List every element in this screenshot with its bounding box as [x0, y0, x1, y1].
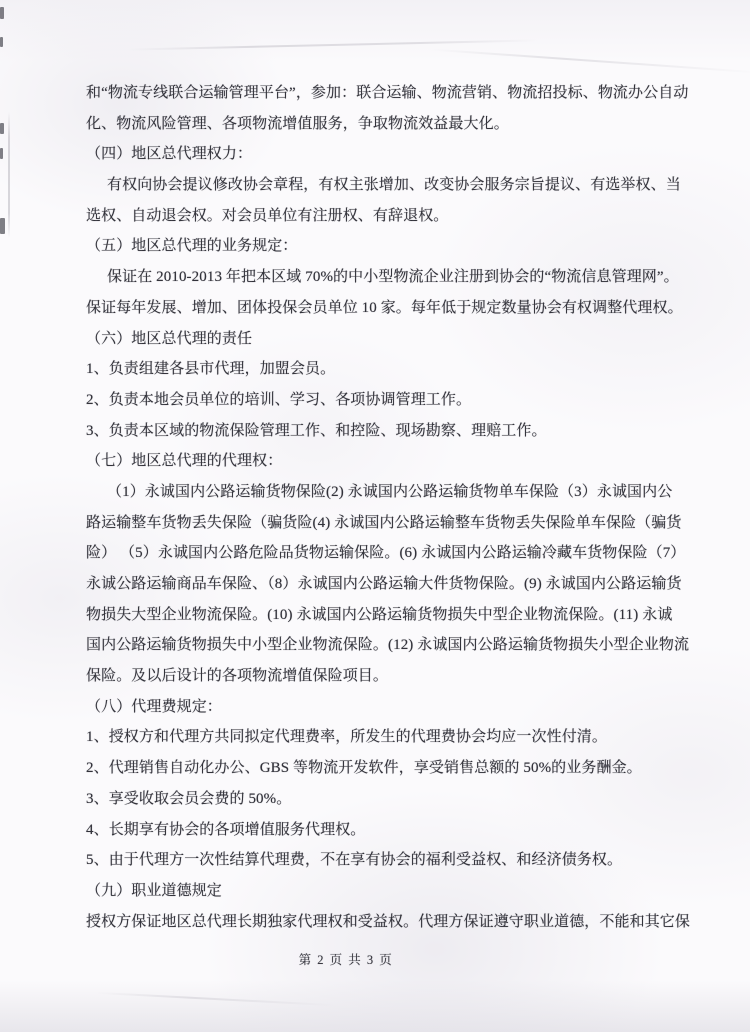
document-line: 保证在 2010-2013 年把本区域 70%的中小型物流企业注册到协会的“物流信息管理网”。 [107, 269, 679, 286]
document-line: 保险。及以后设计的各项物流增值保险项目。 [86, 668, 389, 685]
document-line: （七）地区总代理的代理权： [86, 453, 283, 470]
document-line: 3、负责本区域的物流保险管理工作、和控险、现场勘察、理赔工作。 [86, 422, 547, 439]
paper-crease [95, 992, 335, 1006]
document-line: （八）代理费规定： [86, 698, 222, 715]
document-body [86, 78, 706, 937]
document-line: 4、长期享有协会的各项增值服务代理权。 [86, 821, 366, 838]
scan-smudge [0, 148, 3, 159]
document-line: 物损失大型企业物流保险。(10) 永诚国内公路运输货物损失中型企业物流保险。(11) 永诚 [86, 606, 673, 623]
document-line: （1）永诚国内公路运输货物保险(2) 永诚国内公路运输货物单车保险（3）永诚国内公 [107, 483, 673, 500]
document-line: 1、授权方和代理方共同拟定代理费率，所发生的代理费协会均应一次性付清。 [86, 729, 608, 746]
document-line: 2、代理销售自动化办公、GBS 等物流开发软件，享受销售总额的 50%的业务酬金。 [86, 760, 642, 777]
paper-crease [430, 48, 750, 73]
document-line: （九）职业道德规定 [86, 882, 222, 899]
document-line: 和“物流专线联合运输管理平台”，参加：联合运输、物流营销、物流招投标、物流办公自动 [86, 85, 689, 101]
document-line: 险） （5）永诚国内公路危险品货物运输保险。(6) 永诚国内公路运输冷藏车货物保险（7） [86, 545, 686, 562]
document-line: （四）地区总代理权力： [86, 146, 253, 163]
document-line: 选权、自动退会权。对会员单位有注册权、有辞退权。 [86, 207, 449, 224]
document-line: （六）地区总代理的责任 [86, 330, 253, 347]
document-line: 路运输整车货物丢失保险（骗货险(4) 永诚国内公路运输整车货物丢失保险单车保险（骗货 [86, 514, 682, 531]
document-line: 授权方保证地区总代理长期独家代理权和受益权。代理方保证遵守职业道德，不能和其它保 [86, 913, 691, 930]
document-line: 3、享受收取会员会费的 50%。 [86, 790, 292, 807]
document-line: 1、负责组建各县市代理，加盟会员。 [86, 361, 336, 378]
document-line: 有权向协会提议修改协会章程，有权主张增加、改变协会服务宗旨提议、有选举权、当 [107, 177, 681, 194]
document-line: 国内公路运输货物损失中小型企业物流保险。(12) 永诚国内公路运输货物损失小型企业物流 [86, 637, 690, 654]
scan-smudge [0, 123, 4, 134]
document-line: 保证每年发展、增加、团体投保会员单位 10 家。每年低于规定数量协会有权调整代理权。 [86, 299, 683, 316]
scan-smudge [0, 218, 5, 234]
scan-smudge [0, 37, 3, 47]
page-footer: 第 2 页 共 3 页 [298, 953, 394, 967]
paper-crease [128, 39, 538, 50]
document-line: 永诚公路运输商品车保险、（8）永诚国内公路运输大件货物保险。(9) 永诚国内公路运输货 [86, 576, 682, 592]
document-line: 2、负责本地会员单位的培训、学习、各项协调管理工作。 [86, 391, 472, 408]
document-line: 化、物流风险管理、各项物流增值服务，争取物流效益最大化。 [86, 115, 509, 132]
document-line: 5、由于代理方一次性结算代理费，不在享有协会的福利受益权、和经济债务权。 [86, 852, 623, 869]
document-line: （五）地区总代理的业务规定： [86, 238, 298, 255]
scan-smudge [0, 7, 4, 19]
paper-crease [8, 112, 10, 238]
